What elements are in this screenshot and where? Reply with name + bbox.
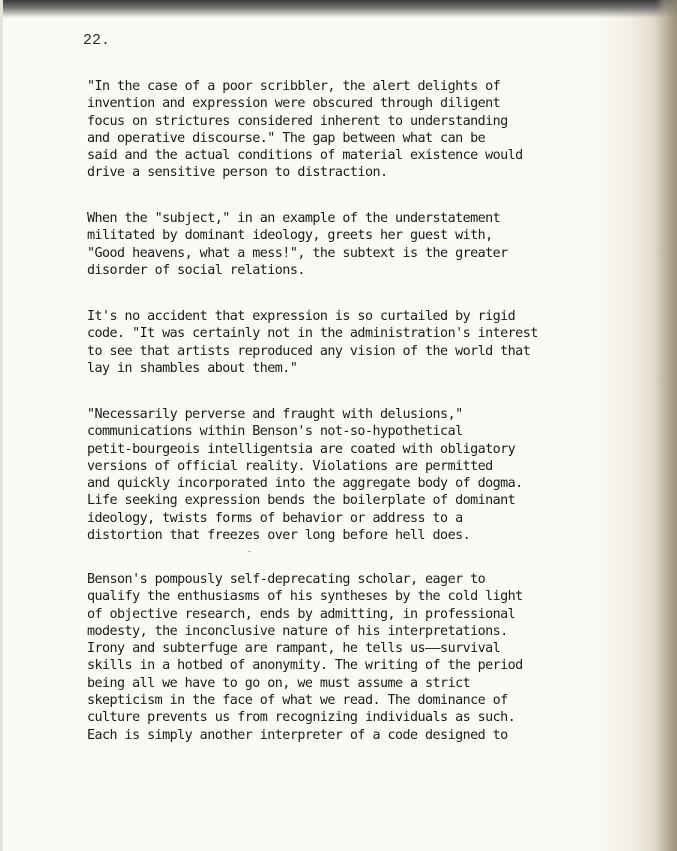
text-line: versions of official reality. Violations are permitted (87, 458, 493, 474)
text-line: Each is simply another interpreter of a code designed to (87, 727, 508, 743)
text-line: skills in a hotbed of anonymity. The writing of the period (87, 658, 523, 674)
text-line: focus on strictures considered inherent to understanding (87, 113, 508, 129)
text-line: It's no accident that expression is so curtailed by rigid (87, 309, 516, 324)
text-line: of objective research, ends by admitting, in professional (87, 606, 516, 622)
text-line: said and the actual conditions of material existence would (87, 148, 523, 164)
text-line: Irony and subterfuge are rampant, he tells us——survival (87, 641, 501, 657)
paper-speck (248, 551, 251, 552)
paragraph-3 (87, 308, 597, 377)
text-line: invention and expression were obscured through diligent (87, 96, 501, 112)
text-line: distortion that freezes over long before hell does. (87, 528, 471, 544)
text-line: petit-bourgeois intelligentsia are coated with obligatory (87, 441, 516, 457)
text-line: lay in shambles about them." (87, 360, 298, 376)
text-line: "Necessarily perverse and fraught with delusions," (87, 407, 463, 422)
text-line: When the "subject," in an example of the understatement (87, 211, 501, 226)
text-line: culture prevents us from recognizing individuals as such. (87, 710, 516, 726)
text-line: militated by dominant ideology, greets her guest with, (87, 228, 493, 244)
text-line: "Good heavens, what a mess!", the subtext is the greater (87, 245, 508, 261)
text-line: code. "It was certainly not in the administration's interest (87, 326, 538, 342)
paragraph-4 (87, 406, 597, 544)
text-line: modesty, the inconclusive nature of his interpretations. (87, 623, 508, 639)
text-line: being all we have to go on, we must assume a strict (87, 675, 471, 691)
page-number: 22. (83, 32, 111, 49)
text-line: skepticism in the face of what we read. The dominance of (87, 693, 508, 709)
text-line: qualify the enthusiasms of his syntheses by the cold light (87, 589, 523, 605)
text-line: Benson's pompously self-deprecating scholar, eager to (87, 572, 486, 587)
text-line: drive a sensitive person to distraction. (87, 165, 388, 181)
book-spine-shadow (655, 0, 677, 851)
text-line: and quickly incorporated into the aggregate body of dogma. (87, 476, 523, 492)
text-line: ideology, twists forms of behavior or address to a (87, 510, 463, 526)
text-line: disorder of social relations. (87, 262, 305, 278)
paragraph-2 (87, 210, 597, 279)
text-line: and operative discourse." The gap between what can be (87, 130, 486, 146)
paragraph-5 (87, 571, 597, 744)
text-line: Life seeking expression bends the boilerplate of dominant (87, 493, 516, 509)
text-line: "In the case of a poor scribbler, the alert delights of (87, 79, 501, 94)
scan-top-shadow (0, 0, 677, 18)
text-line: to see that artists reproduced any vision of the world that (87, 343, 531, 359)
paragraph-1 (87, 78, 597, 182)
text-line: communications within Benson's not-so-hypothetical (87, 424, 463, 440)
page-left-edge (0, 0, 3, 851)
